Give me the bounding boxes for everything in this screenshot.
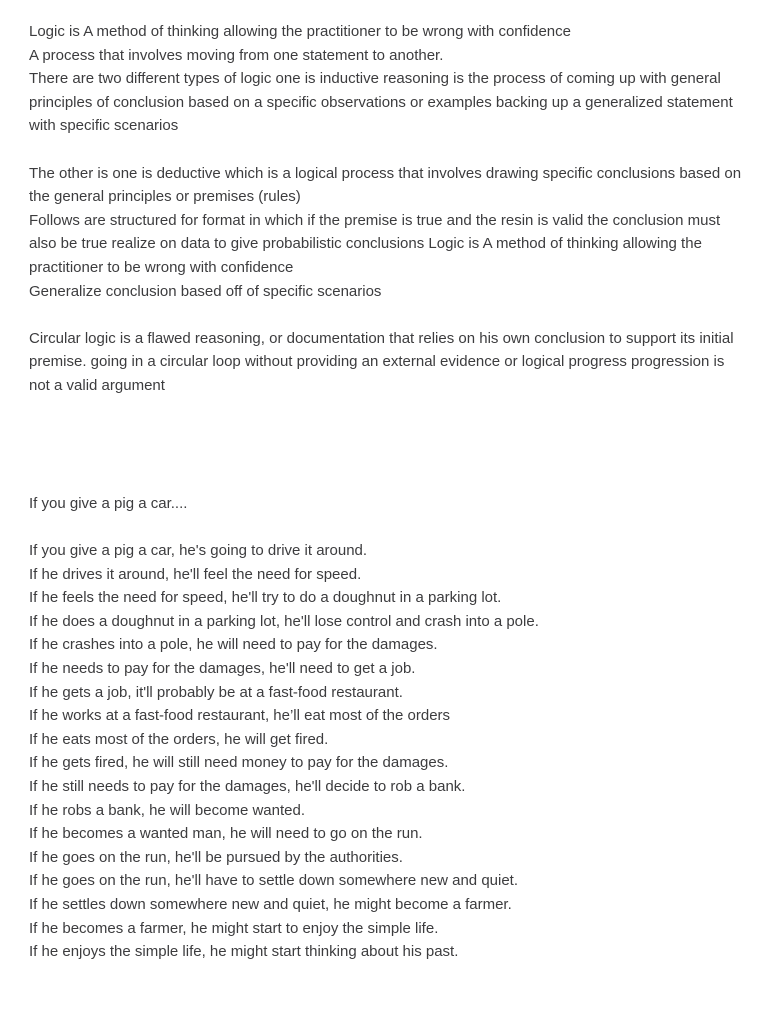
circular-logic: Circular logic is a flawed reasoning, or documentation that relies on his own conclusion to support its initial premise. going in a circular loop without providing an external evidence or logical progress progression is not a valid argument — [29, 329, 734, 394]
blank-line — [29, 303, 749, 327]
story-title: If you give a pig a car.... — [29, 494, 188, 512]
blank-line — [29, 515, 749, 539]
logic-section — [29, 20, 749, 138]
blank-lines — [29, 398, 749, 492]
story-line: If he drives it around, he'll feel the need for speed. — [29, 565, 362, 583]
deductive-structure: Follows are structured for format in which if the premise is true and the resin is valid the conclusion must also be true realize on data to give probabilistic conclusions Logic is A method of thinking allowing the practitioner to be wrong with confidence — [29, 211, 721, 276]
story-line: If he eats most of the orders, he will get fired. — [29, 730, 329, 748]
story-line: If he robs a bank, he will become wanted. — [29, 801, 305, 819]
story-line: If he needs to pay for the damages, he'll need to get a job. — [29, 660, 416, 678]
deductive-reasoning: The other is one is deductive which is a logical process that involves drawing specific conclusions based on the general principles or premises (rules) — [29, 164, 742, 206]
deductive-section — [29, 162, 749, 304]
story-lines — [29, 539, 749, 964]
story-line: If he goes on the run, he'll be pursued by the authorities. — [29, 848, 403, 866]
generalize-conclusion: Generalize conclusion based off of specific scenarios — [29, 282, 382, 300]
story-line: If he becomes a wanted man, he will need to go on the run. — [29, 825, 423, 843]
circular-section — [29, 327, 749, 398]
story-line: If he feels the need for speed, he'll try to do a doughnut in a parking lot. — [29, 589, 502, 607]
blank-line — [29, 138, 749, 162]
logic-process: A process that involves moving from one statement to another. — [29, 46, 444, 64]
story-line: If he enjoys the simple life, he might start thinking about his past. — [29, 943, 459, 961]
story-line: If he settles down somewhere new and quiet, he might become a farmer. — [29, 895, 512, 913]
story-line: If he gets fired, he will still need money to pay for the damages. — [29, 754, 449, 772]
inductive-reasoning: There are two different types of logic one is inductive reasoning is the process of coming up with general principles of conclusion based on a specific observations or examples backing up a generalized statement with specific scenarios — [29, 70, 733, 135]
story-line: If he does a doughnut in a parking lot, he'll lose control and crash into a pole. — [29, 612, 539, 630]
story-line: If he goes on the run, he'll have to settle down somewhere new and quiet. — [29, 872, 519, 890]
story-line: If you give a pig a car, he's going to drive it around. — [29, 542, 368, 560]
story-line: If he becomes a farmer, he might start to enjoy the simple life. — [29, 919, 439, 937]
story-line: If he crashes into a pole, he will need to pay for the damages. — [29, 636, 438, 654]
note-body[interactable] — [29, 20, 749, 964]
story-line: If he gets a job, it'll probably be at a fast-food restaurant. — [29, 683, 403, 701]
logic-definition: Logic is A method of thinking allowing the practitioner to be wrong with confidence — [29, 23, 571, 40]
story-line: If he works at a fast-food restaurant, he’ll eat most of the orders — [29, 707, 451, 725]
story-line: If he still needs to pay for the damages, he'll decide to rob a bank. — [29, 778, 466, 796]
